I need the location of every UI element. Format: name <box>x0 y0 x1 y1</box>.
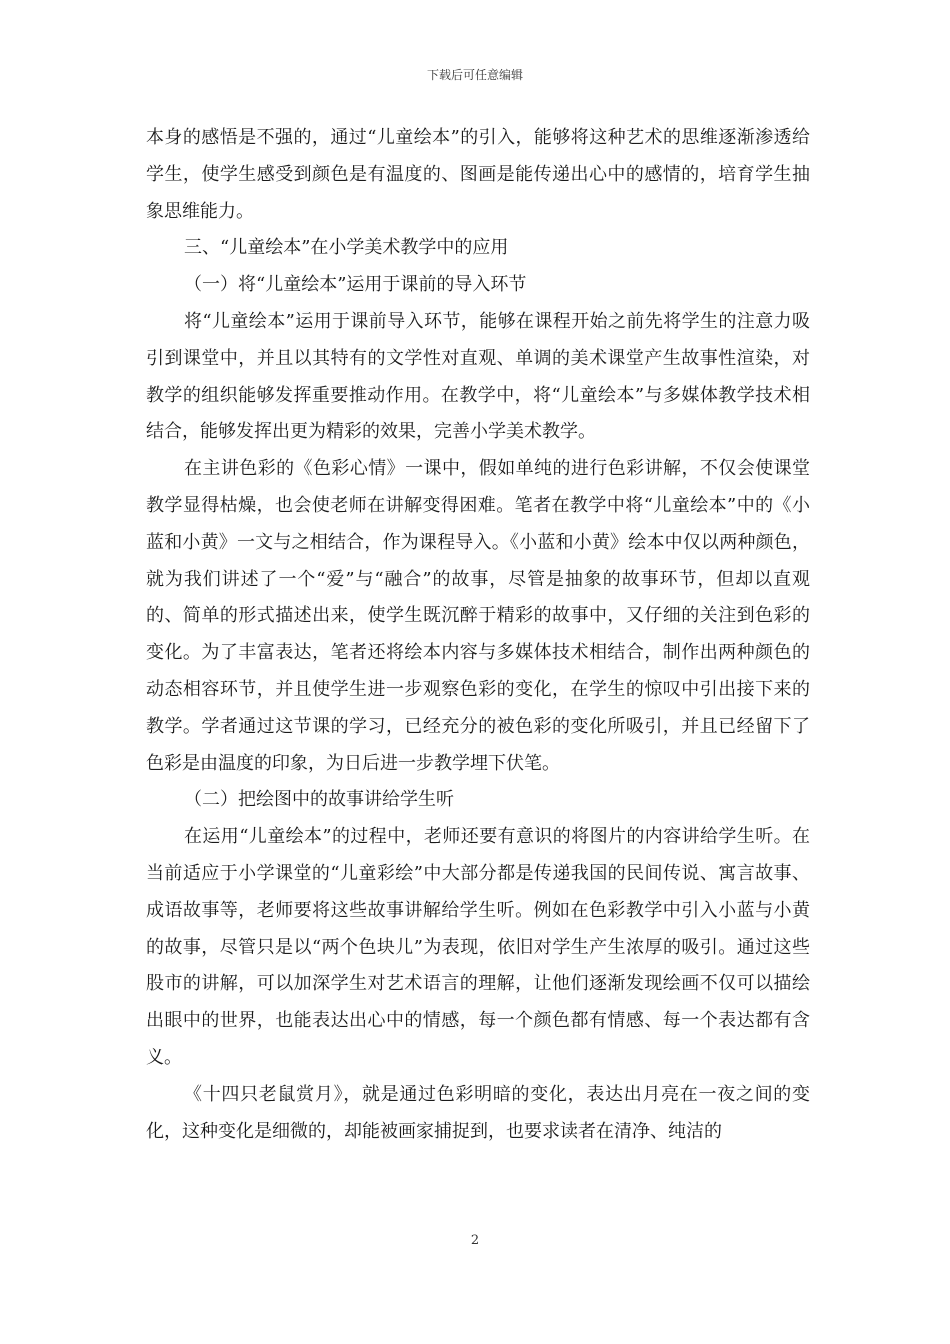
subsection-heading: （一）将“儿童绘本”运用于课前的导入环节 <box>184 274 527 296</box>
paragraph: 在主讲色彩的《色彩心情》一课中，假如单纯的进行色彩讲解，不仅会使课堂教学显得枯燥，也会使老师在讲解变得困难。笔者在教学中将“儿童绘本”中的《小蓝和小黄》一文与之相结合，作为课程导入。《小蓝和小黄》绘本中仅以两种颜色，就为我们讲述了一个“爱”与“融合”的故事，尽管是抽象的故事环节，但却以直观的、简单的形式描述出来，使学生既沉醉于精彩的故事中，又仔细的关注到色彩的变化。为了丰富表达，笔者还将绘本内容与多媒体技术相结合，制作出两种颜色的动态相容环节，并且使学生进一步观察色彩的变化，在学生的惊叹中引出接下来的教学。学者通过这节课的学习，已经充分的被色彩的变化所吸引，并且已经留下了色彩是由温度的印象，为日后进一步教学埋下伏笔。 <box>146 458 810 774</box>
page-number: 2 <box>470 1233 480 1248</box>
document-body <box>146 120 810 1150</box>
paragraph: 《十四只老鼠赏月》，就是通过色彩明暗的变化，表达出月亮在一夜之间的变化，这种变化是细微的，却能被画家捕捉到，也要求读者在清净、纯洁的 <box>146 1083 810 1142</box>
paragraph-continuation: 本身的感悟是不强的，通过“儿童绘本”的引入，能够将这种艺术的思维逐渐渗透给学生，使学生感受到颜色是有温度的、图画是能传递出心中的感情的，培育学生抽象思维能力。 <box>146 127 810 222</box>
section-heading: 三、“儿童绘本”在小学美术教学中的应用 <box>184 237 509 259</box>
page-header: 下载后可任意编辑 <box>426 68 523 82</box>
subsection-heading: （二）把绘图中的故事讲给学生听 <box>184 789 454 811</box>
paragraph: 将“儿童绘本”运用于课前导入环节，能够在课程开始之前先将学生的注意力吸引到课堂中，并且以其特有的文学性对直观、单调的美术课堂产生故事性渲染，对教学的组织能够发挥重要推动作用。在教学中，将“儿童绘本”与多媒体教学技术相结合，能够发挥出更为精彩的效果，完善小学美术教学。 <box>146 310 810 443</box>
paragraph: 在运用“儿童绘本”的过程中，老师还要有意识的将图片的内容讲给学生听。在当前适应于小学课堂的“儿童彩绘”中大部分都是传递我国的民间传说、寓言故事、成语故事等，老师要将这些故事讲解给学生听。例如在色彩教学中引入小蓝与小黄的故事，尽管只是以“两个色块儿”为表现，依旧对学生产生浓厚的吸引。通过这些股市的讲解，可以加深学生对艺术语言的理解，让他们逐渐发现绘画不仅可以描绘出眼中的世界，也能表达出心中的情感，每一个颜色都有情感、每一个表达都有含义。 <box>146 826 810 1068</box>
